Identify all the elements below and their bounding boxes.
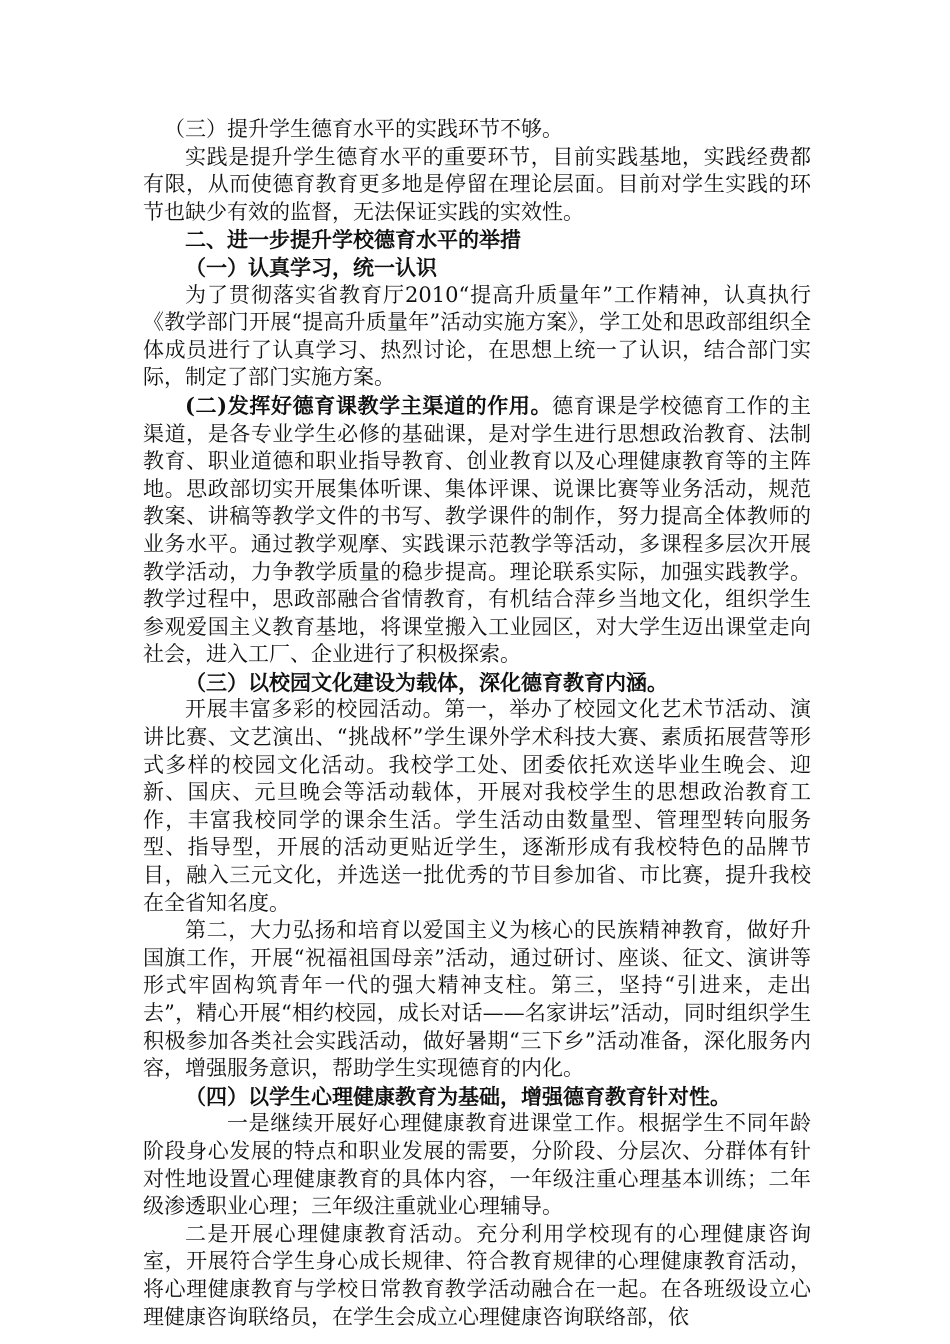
document-page (143, 116, 811, 1331)
paragraph-3: （一）认真学习，统一认识 (185, 254, 437, 280)
paragraph-5 (143, 392, 811, 669)
paragraph-0: （三）提升学生德育水平的实践环节不够。 (164, 117, 563, 141)
paragraph-10: 一是继续开展好心理健康教育进课堂工作。根据学生不同年龄阶段身心发展的特点和职业发展的需要，分阶段、分层次、分群体有针对性地设置心理健康教育的具体内容，一年级注重心理基本训练；二年级渗透职业心理；三年级注重就业心理辅导。 (143, 1111, 811, 1219)
paragraph-8: 第二，大力弘扬和培育以爱国主义为核心的民族精神教育，做好升国旗工作，开展“祝福祖国母亲”活动，通过研讨、座谈、征文、演讲等形式牢固构筑青年一代的强大精神支柱。第三，坚持“引进来，走出去”，精心开展“相约校园，成长对话——名家讲坛”活动，同时组织学生积极参加各类社会实践活动，做好暑期“三下乡”活动准备，深化服务内容，增强服务意识，帮助学生实现德育的内化。 (143, 918, 811, 1081)
paragraph-text: 德育课是学校德育工作的主渠道，是各专业学生必修的基础课，是对学生进行思想政治教育、法制教育、职业道德和职业指导教育、创业教育以及心理健康教育等的主阵地。思政部切实开展集体听课、集体评课、说课比赛等业务活动，规范教案、讲稿等教学文件的书写、教学课件的制作，努力提高全体教师的业务水平。通过教学观摩、实践课示范教学等活动，多课程多层次开展教学活动，力争教学质量的稳步提高。理论联系实际，加强实践教学。教学过程中，思政部融合省情教育，有机结合萍乡当地文化，组织学生参观爱国主义教育基地，将课堂搬入工业园区，对大学生迈出课堂走向社会，进入工厂、企业进行了积极探索。 (143, 393, 811, 667)
paragraph-9: （四）以学生心理健康教育为基础，增强德育教育针对性。 (185, 1083, 731, 1109)
paragraph-2: 二、进一步提升学校德育水平的举措 (185, 227, 521, 253)
paragraph-11: 二是开展心理健康教育活动。充分利用学校现有的心理健康咨询室，开展符合学生身心成长规律、符合教育规律的心理健康教育活动，将心理健康教育与学校日常教育教学活动融合在一起。在各班级设立心理健康咨询联络员，在学生会成立心理健康咨询联络部，依 (143, 1221, 811, 1329)
paragraph-heading: (二)发挥好德育课教学主渠道的作用。 (185, 392, 553, 418)
paragraph-7: 开展丰富多彩的校园活动。第一，举办了校园文化艺术节活动、演讲比赛、文艺演出、“挑战杯”学生课外学术科技大赛、素质拓展营等形式多样的校园文化活动。我校学工处、团委依托欢送毕业生晚会、迎新、国庆、元旦晚会等活动载体，开展对我校学生的思想政治教育工作，丰富我校同学的课余生活。学生活动由数量型、管理型转向服务型、指导型，开展的活动更贴近学生，逐渐形成有我校特色的品牌节目，融入三元文化，并选送一批优秀的节目参加省、市比赛，提升我校在全省知名度。 (143, 697, 811, 915)
paragraph-4: 为了贯彻落实省教育厅2010“提高升质量年”工作精神，认真执行《教学部门开展“提高升质量年”活动实施方案》，学工处和思政部组织全体成员进行了认真学习、热烈讨论，在思想上统一了认识，结合部门实际，制定了部门实施方案。 (143, 282, 811, 390)
paragraph-1: 实践是提升学生德育水平的重要环节，目前实践基地，实践经费都有限，从而使德育教育更多地是停留在理论层面。目前对学生实践的环节也缺少有效的监督，无法保证实践的实效性。 (143, 144, 811, 224)
paragraph-6: （三）以校园文化建设为载体，深化德育教育内涵。 (185, 669, 668, 695)
